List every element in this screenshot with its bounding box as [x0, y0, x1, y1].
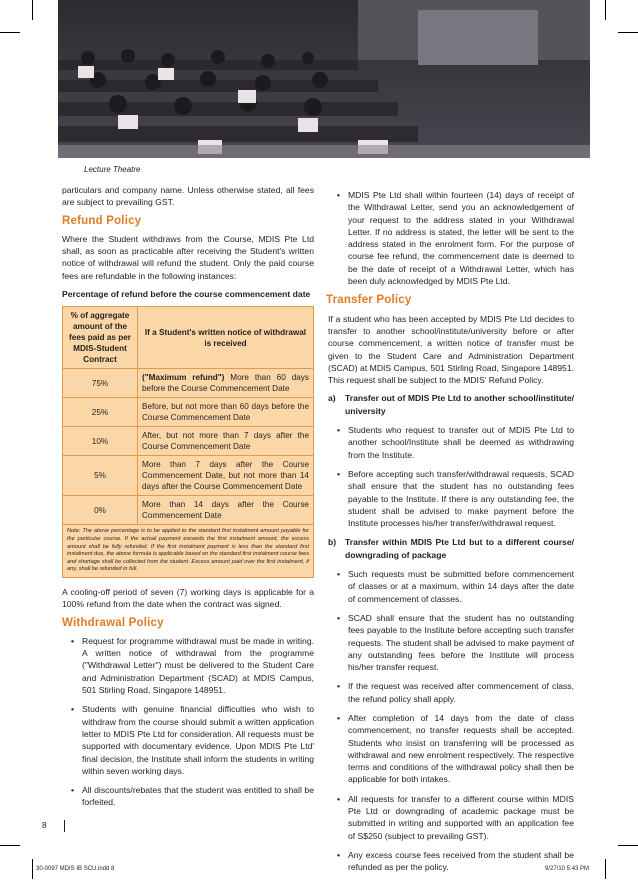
crop-mark	[32, 0, 33, 20]
subsection-a-title	[328, 392, 574, 417]
refund-table	[62, 306, 314, 578]
table-row	[63, 427, 314, 456]
lecture-theatre-illustration	[58, 0, 590, 158]
subsection-heading: Transfer within MDIS Pte Ltd but to a different course/ downgrading of package	[345, 537, 574, 560]
transfer-policy-text: If a student who has been accepted by MDIS Pte Ltd decides to transfer to another school/institute/university before or after course commencement, a written notice of transfer must be given to the Student Care and Administration Department (SCAD) at MDIS Campus, 501 Stirling Road, Singapore 148951. This request shall be subject to the MDIS' Refund Policy.	[328, 313, 574, 386]
maximum-refund-label: ("Maximum refund")	[142, 373, 225, 383]
slug-timestamp: 9/27/10 5:43 PM	[545, 866, 590, 872]
table-row	[63, 398, 314, 427]
list-item: • MDIS Pte Ltd shall within fourteen (14) days of receipt of the Withdrawal Letter, send you an acknowledgement of your request to the address stated in your Withdrawal Letter. If no address is stated, the letter will be sent to the address stated in the enrolment form. For the purpose of course fee refund, the commencement date is deemed to be the date of receipt of a Withdrawal Letter, which has been duly acknowledged by MDIS Pte Ltd.	[336, 189, 574, 287]
table-cell-condition: More than 14 days after the Course Commencement Date	[138, 496, 314, 525]
refund-table-header	[63, 307, 314, 369]
transfer-within-list	[328, 568, 574, 874]
subsection-b-title	[328, 536, 574, 561]
subsection-label: a)	[328, 393, 336, 404]
subsection-label: b)	[328, 537, 337, 548]
lecture-theatre-photo	[58, 0, 590, 158]
table-row	[63, 456, 314, 496]
transfer-out-list	[328, 424, 574, 529]
table-cell-condition: More than 7 days after the Course Commencement Date, but not more than 14 days after the Course Commencement Date	[138, 456, 314, 496]
table-header-percentage: % of aggregate amount of the fees paid as per MDIS-Student Contract	[63, 307, 138, 369]
refund-policy-heading: Refund Policy	[62, 214, 142, 227]
page-number: 8	[42, 820, 47, 830]
table-cell-condition: Before, but not more than 60 days before the Course Commencement Date	[138, 398, 314, 427]
table-cell-percentage: 10%	[63, 427, 138, 456]
intro-paragraph: particulars and company name. Unless otherwise stated, all fees are subject to prevailing GST.	[62, 185, 314, 208]
withdrawal-policy-heading: Withdrawal Policy	[62, 616, 164, 629]
refund-policy-text: Where the Student withdraws from the Course, MDIS Pte Ltd shall, as soon as practicable after receiving the Student's written notice of withdrawal will refund the student. Only the paid course fees are refundable in the following instances:	[62, 233, 314, 281]
withdrawal-list	[62, 635, 314, 809]
list-item: • Students who request to transfer out of MDIS Pte Ltd to another school/Institute shall be deemed as withdrawing from the Institute.	[336, 424, 574, 461]
crop-mark	[618, 845, 638, 846]
subsection-heading: Transfer out of MDIS Pte Ltd to another school/institute/ university	[345, 393, 574, 416]
table-note: Note: The above percentage is to be applied to the standard first instalment amount payable for the particular course. If the actual payment exceeds the first instalment amount, the excess amount shall be fully refunded. If the first instalment payment is less than the standard first instalment due, the above formula is applicable based on the standard first instalment course fees and shortage shall be collected from the student. Excess amount paid over the first instalment, if any, shall be refunded in full.	[63, 525, 314, 578]
table-row	[63, 496, 314, 525]
crop-mark	[605, 859, 606, 879]
list-item: • Such requests must be submitted before commencement of classes or at a maximum, within 14 days after the date of commencement of classes.	[336, 568, 574, 605]
cooling-off-text: A cooling-off period of seven (7) working days is applicable for a 100% refund from the date when the contract was signed.	[62, 586, 314, 610]
list-item: • Students with genuine financial difficulties who wish to withdraw from the course should submit a written application letter to MDIS Pte Ltd for consideration. All requests must be supported with documentary evidence. Upon MDIS Pte Ltd' final decision, the Institute shall inform the students in writing within seven working days.	[70, 703, 314, 777]
table-cell-condition	[138, 369, 314, 398]
photo-caption: Lecture Theatre	[84, 165, 141, 174]
table-cell-percentage: 75%	[63, 369, 138, 398]
list-item: • All discounts/rebates that the student was entitled to shall be forfeited.	[70, 784, 314, 809]
crop-mark	[605, 0, 606, 20]
list-item: • Request for programme withdrawal must be made in writing. A written notice of withdrawal from the programme ("Withdrawal Letter") must be delivered to the Student Care and Administration Department (SCAD) at MDIS Campus, 501 Stirling Road, Singapore 148951.	[70, 635, 314, 696]
list-item: • All requests for transfer to a different course within MDIS Pte Ltd or downgrading of academic package must be submitted in writing and supported with an application fee of S$250 (subject to prevailing GST).	[336, 793, 574, 842]
list-item: • SCAD shall ensure that the student has no outstanding fees payable to the Institute before accepting such transfer requests. The student shall be advised to make payment of any outstanding fees before the Institute will process his/her transfer request.	[336, 612, 574, 673]
transfer-policy-heading: Transfer Policy	[326, 294, 412, 307]
margin-rule	[64, 820, 65, 832]
table-cell-percentage: 0%	[63, 496, 138, 525]
table-note-row	[63, 525, 314, 578]
table-header-notice: If a Student's written notice of withdrawal is received	[138, 307, 314, 369]
list-item: • Any excess course fees received from the student shall be refunded as per the policy.	[336, 849, 574, 874]
refund-table-title: Percentage of refund before the course commencement date	[62, 289, 311, 300]
table-row	[63, 369, 314, 398]
slug-file-info: 30-0097 MDIS IB SCU.indd 8	[36, 866, 115, 872]
acknowledgement-list	[328, 189, 574, 287]
list-item: • After completion of 14 days from the date of class commencement, no transfer requests shall be accepted. Students who insist on transferring will be processed as withdrawal and new enrolment respectively. The respective terms and conditions of the withdrawal policy shall then be applicable for both intakes.	[336, 712, 574, 786]
table-cell-condition: After, but not more than 7 days after the Course Commencement Date	[138, 427, 314, 456]
table-cell-percentage: 5%	[63, 456, 138, 496]
crop-mark	[0, 845, 20, 846]
left-column	[62, 184, 314, 816]
crop-mark	[0, 32, 20, 33]
list-item: • If the request was received after commencement of class, the refund policy shall apply.	[336, 680, 574, 705]
condition-text: More than 60 days before the Course Commencement Date	[142, 373, 309, 394]
crop-mark	[32, 859, 33, 879]
list-item: • Before accepting such transfer/withdrawal requests, SCAD shall ensure that the student has no outstanding fees payable to the Institute. If there is any outstanding fee, the student shall be advised to make payment before the Institute processes his/her transfer/withdrawal request.	[336, 468, 574, 529]
crop-mark	[618, 32, 638, 33]
right-column	[328, 189, 574, 881]
table-cell-percentage: 25%	[63, 398, 138, 427]
